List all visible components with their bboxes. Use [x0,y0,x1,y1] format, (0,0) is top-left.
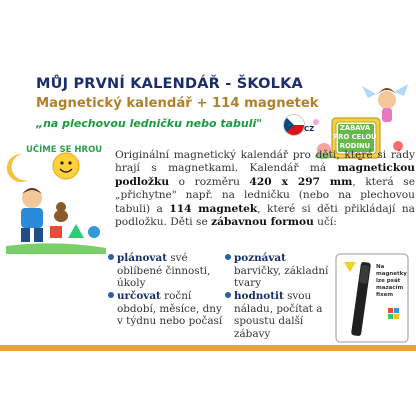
list-item: určovat roční období, měsíce, dny v týdnu nebo počasí [117,290,229,328]
list-item: poznávat barvičky, základní tvary [234,252,332,290]
description-bold-2: 420 x 297 mm [249,175,353,188]
list-item: hodnotit svou náladu, počítat a spoustu další zábavy [234,290,332,340]
language-label: CZ [304,125,315,133]
bullet-icon [108,254,114,260]
description-bold-3: 114 magnetek [169,202,258,215]
page-title: MŮJ PRVNÍ KALENDÁŘ - ŠKOLKA [36,76,303,92]
description-text-3: , která se „přichytne" např. na ledničku (nebo na plechovou tabuli) a [115,175,416,215]
marker-note-text-2: magnetky [376,271,407,277]
learning-through-play-illustration [6,144,106,254]
product-usage-note: „na plechovou ledničku nebo tabuli" [36,117,262,130]
bullet-icon [225,292,231,298]
product-subtitle: Magnetický kalendář + 114 magnetek [36,96,319,111]
czech-flag-icon [283,114,305,136]
bullet-icon [225,254,231,260]
description-text-2: o rozměru [178,175,240,188]
marker-note-text-1: Na [376,264,385,270]
description-text-4: , které si děti přikládají na podložku. Děti se [115,202,415,229]
learning-goals-list [108,252,338,348]
learning-through-play-sun-text: UČÍME SE HROU [26,145,103,155]
list-item: plánovat své oblíbené činnosti, úkoly [117,252,229,290]
product-description [115,149,415,229]
family-fun-sign-text: ZÁBAVA PRO CELOU RODINU [333,124,377,150]
marker-note-text-3: lze psát [376,278,401,284]
marker-note-card [334,252,410,344]
description-text-1: Originální magnetický kalendář pro děti, které si rády hrají s magnetkami. Kalendář má [115,149,415,175]
description-bold-1: magnetickou podložku [115,162,415,188]
marker-note-text-5: fixem [376,292,394,298]
description-text-5: učí: [317,216,337,229]
marker-note-text-4: mazacím [376,285,404,291]
description-bold-4: zábavnou formou [211,216,314,229]
bullet-icon [108,292,114,298]
